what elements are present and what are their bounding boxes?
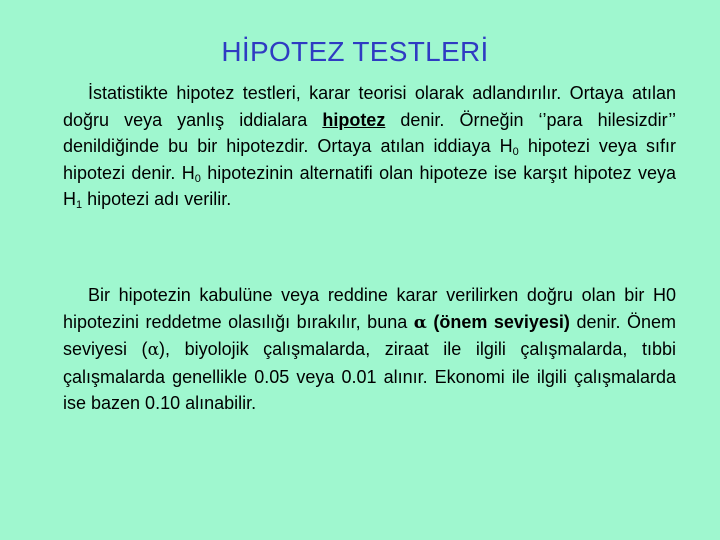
paragraph-significance-level — [63, 282, 676, 417]
alpha-symbol: α — [413, 312, 427, 333]
paragraph2-text-2: denir. Önem seviyesi ( — [63, 311, 677, 359]
term-onem-seviyesi: (önem seviyesi) — [426, 311, 570, 332]
paragraph1-text-5: hipotezi adı verilir. — [82, 189, 232, 209]
subscript-0: 0 — [512, 146, 519, 158]
subscript-1: 1 — [76, 199, 83, 211]
paragraph2-text-1: Bir hipotezin kabulüne veya reddine karar verilirken doğru olan bir H0 hipotezini reddetme olasılığı bırakılır, buna — [63, 285, 676, 332]
term-hipotez: hipotez — [322, 109, 386, 130]
paragraph1-text-2: denir. Örneğin ‘’para hilesizdir’’ denildiğinde bu bir hipotezdir. Ortaya atılan iddiaya H — [63, 109, 676, 156]
paragraph2-text-3: ), biyolojik çalışmalarda, ziraat ile ilgili çalışmalarda, tıbbi çalışmalarda genellikle 0.05 veya 0.01 alınır. Ekonomi ile ilgili çalışmalarda ise bazen 0.10 alınabilir. — [63, 339, 677, 413]
paragraph-hypothesis-definition — [63, 80, 676, 213]
paragraph1-text-1: İstatistikte hipotez testleri, karar teorisi olarak adlandırılır. Ortaya atılan doğru veya yanlış iddialara — [63, 83, 676, 130]
paragraph1-text-3: hipotezi veya sıfır hipotezi denir. H — [63, 136, 676, 183]
subscript-0: 0 — [194, 172, 201, 185]
alpha-symbol: α — [147, 340, 160, 360]
slide-title: HİPOTEZ TESTLERİ — [221, 36, 489, 67]
paragraph1-text-4: hipotezinin alternatifi olan hipoteze ise karşıt hipotez veya H — [63, 162, 676, 209]
